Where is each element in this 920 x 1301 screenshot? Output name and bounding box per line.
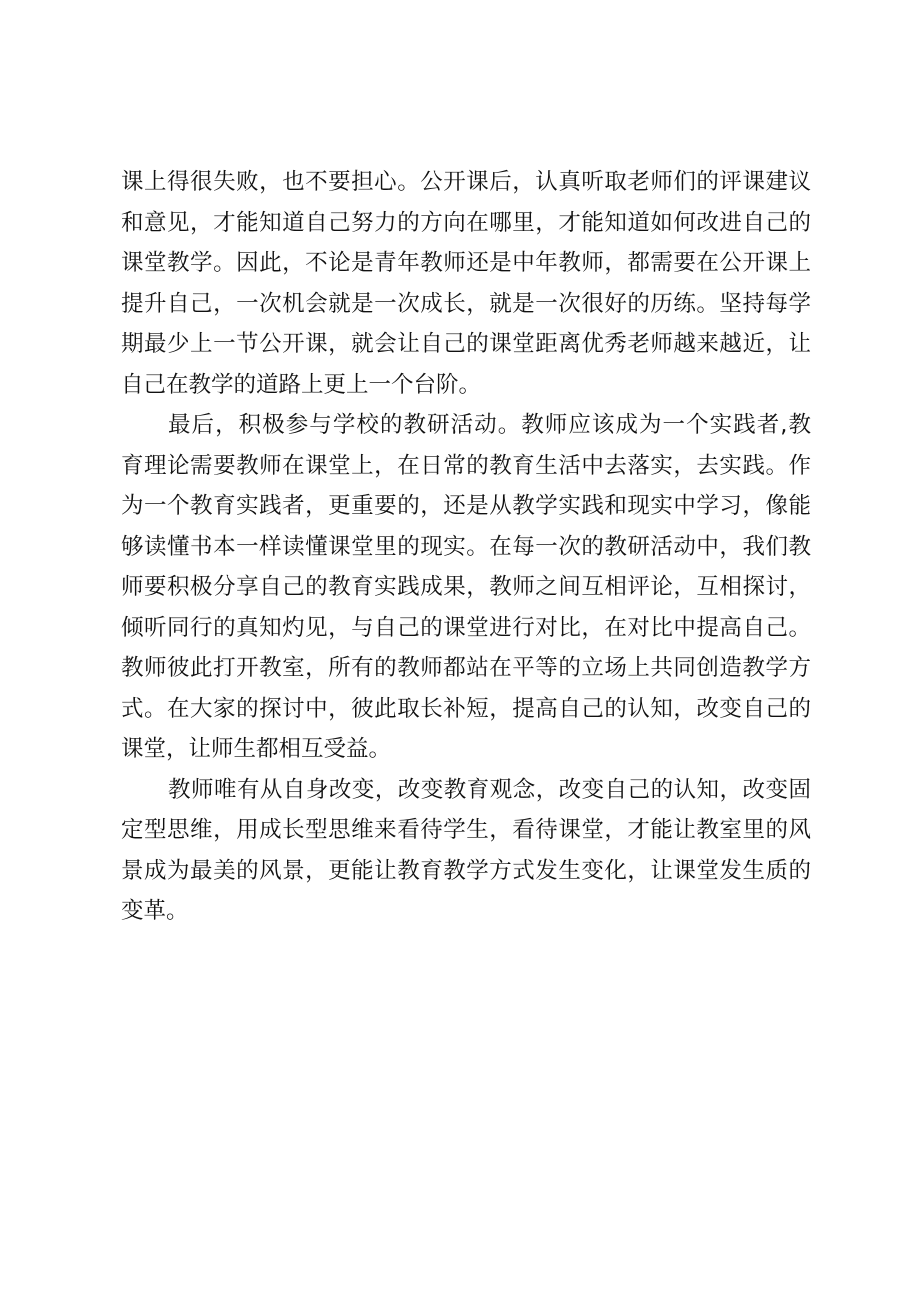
paragraph-1 <box>121 162 811 405</box>
text-line: 教师彼此打开教室，所有的教师都站在平等的立场上共同创造教学方 <box>121 655 811 681</box>
text-line: 够读懂书本一样读懂课堂里的现实。在每一次的教研活动中，我们教 <box>121 533 811 560</box>
text-line: 定型思维，用成长型思维来看待学生，看待课堂，才能让教室里的风 <box>121 817 811 843</box>
document-body <box>121 162 811 932</box>
text-line: 课上得很失败，也不要担心。公开课后，认真听取老师们的评课建议 <box>121 169 811 195</box>
text-line: 育理论需要教师在课堂上，在日常的教育生活中去落实，去实践。作 <box>121 452 811 479</box>
text-line: 提升自己，一次机会就是一次成长，就是一次很好的历练。坚持每学 <box>121 290 811 317</box>
text-line: 教师唯有从自身改变，改变教育观念，改变自己的认知，改变固 <box>168 776 811 803</box>
text-line: 景成为最美的风景，更能让教育教学方式发生变化，让课堂发生质的 <box>121 857 811 884</box>
text-line: 变革。 <box>121 898 189 924</box>
text-line: 为一个教育实践者，更重要的，还是从教学实践和现实中学习，像能 <box>121 493 811 519</box>
paragraph-3 <box>121 770 811 932</box>
text-line: 倾听同行的真知灼见，与自己的课堂进行对比，在对比中提高自己。 <box>121 614 811 641</box>
text-line: 式。在大家的探讨中，彼此取长补短，提高自己的认知，改变自己的 <box>121 695 811 722</box>
text-line: 课堂教学。因此，不论是青年教师还是中年教师，都需要在公开课上 <box>121 250 811 276</box>
text-line: 课堂，让师生都相互受益。 <box>121 736 392 762</box>
paragraph-2 <box>121 405 811 770</box>
text-line: 自己在教学的道路上更上一个台阶。 <box>121 371 482 398</box>
text-line: 期最少上一节公开课，就会让自己的课堂距离优秀老师越来越近，让 <box>121 331 811 357</box>
text-line: 最后，积极参与学校的教研活动。教师应该成为一个实践者,教 <box>168 412 811 438</box>
text-line: 和意见，才能知道自己努力的方向在哪里，才能知道如何改进自己的 <box>121 209 811 236</box>
text-line: 师要积极分享自己的教育实践成果，教师之间互相评论，互相探讨， <box>121 574 811 600</box>
